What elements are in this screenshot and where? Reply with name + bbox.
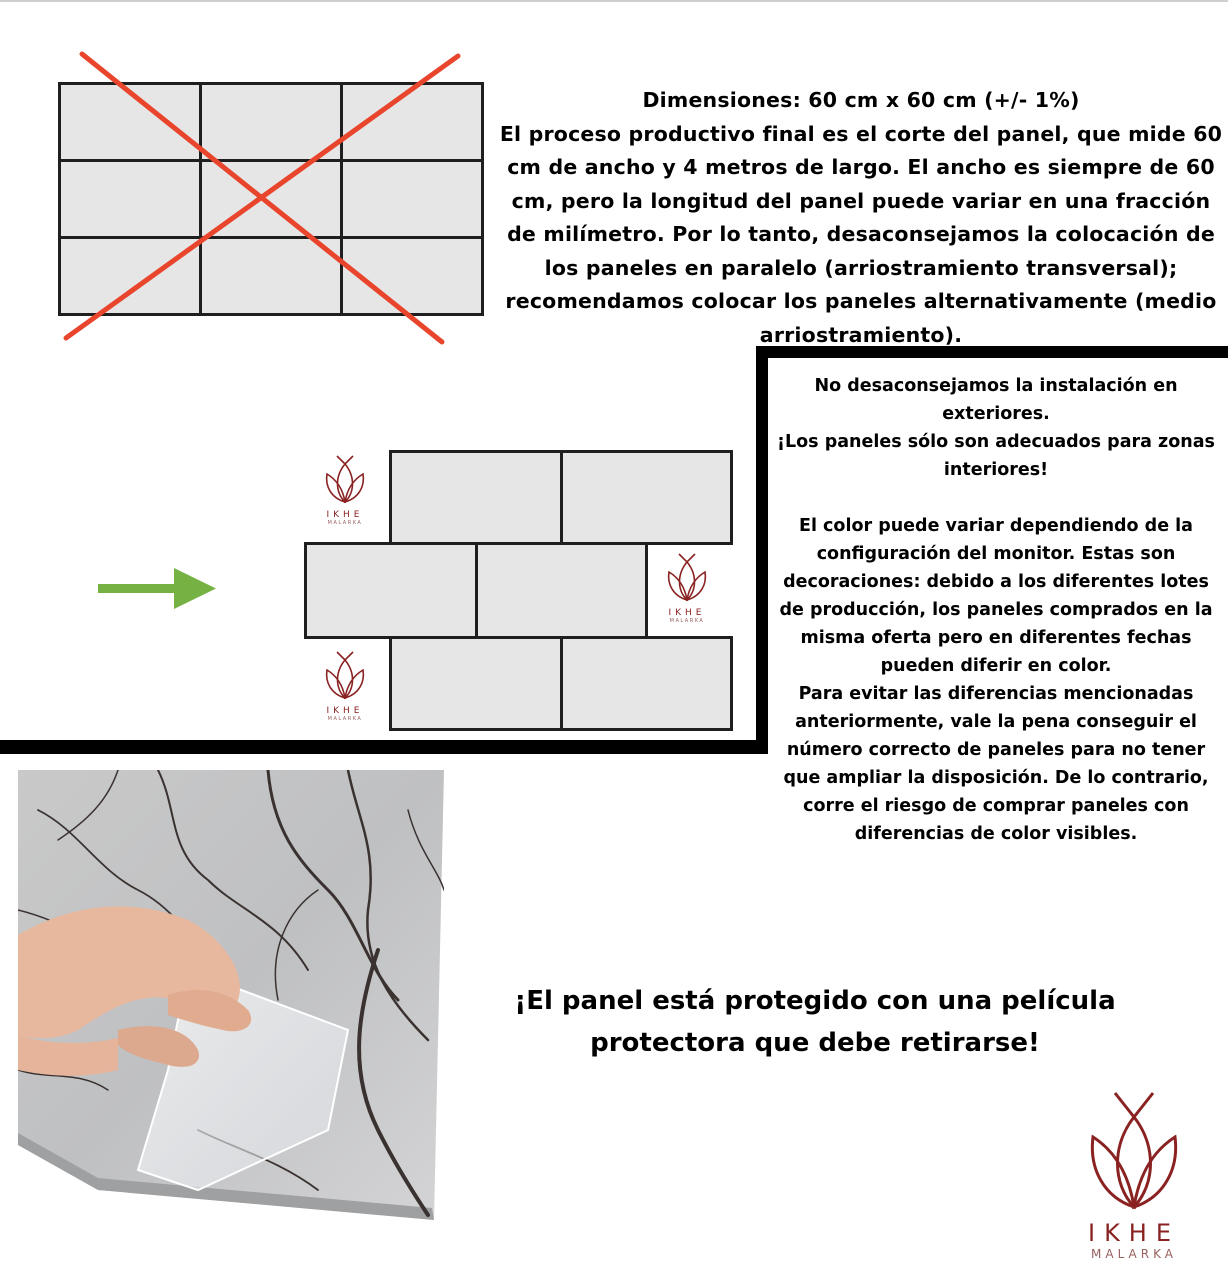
dimensions-description xyxy=(496,84,1226,352)
panel-brick xyxy=(475,542,648,639)
note-quantity: Para evitar las diferencias mencionadas anteriormente, vale la pena conseguir el número correcto de paneles para no tener que ampliar la disposición. De lo contrario, corre el riesgo de comprar paneles con diferencias de color visibles. xyxy=(783,684,1209,844)
note-color: El color puede variar dependiendo de la configuración del monitor. Estas son decoraciones: debido a los diferentes lotes de producción, los paneles comprados en la misma oferta pero en diferentes fechas pueden diferir en color. xyxy=(779,516,1213,676)
lotus-icon xyxy=(321,452,369,506)
brand-logo: IKHE MALARKA xyxy=(312,452,378,526)
protective-film-notice: ¡El panel está protegido con una película protectora que debe retirarse! xyxy=(514,986,1116,1058)
top-divider xyxy=(0,0,1228,2)
panel-brick xyxy=(389,450,563,545)
green-arrow-icon xyxy=(98,566,218,612)
marble-panel-photo xyxy=(18,770,444,1220)
dimensions-title: Dimensiones: 60 cm x 60 cm (+/- 1%) xyxy=(642,88,1080,112)
brand-logo: IKHE MALARKA xyxy=(312,648,378,722)
panel-brick xyxy=(304,542,478,639)
frame-border-top xyxy=(756,346,1228,358)
note-interior: ¡Los paneles sólo son adecuados para zonas interiores! xyxy=(777,432,1215,480)
panel-brick xyxy=(389,636,563,731)
frame-border-bottom xyxy=(0,740,768,754)
lotus-icon xyxy=(663,550,711,604)
red-cross-icon xyxy=(50,48,470,348)
brand-logo-large: IKHE MALARKA xyxy=(1072,1085,1196,1261)
panel-brick xyxy=(560,636,733,731)
brand-logo: IKHE MALARKA xyxy=(654,550,720,624)
panel-brick xyxy=(560,450,733,545)
lotus-icon xyxy=(321,648,369,702)
dimensions-body: El proceso productivo final es el corte del panel, que mide 60 cm de ancho y 4 metros de largo. El ancho es siempre de 60 cm, pero la longitud del panel puede variar en una fracción de milímetro. Por lo tanto, desaconsejamos la colocación de los paneles en paralelo (arriostramiento transversal); recomendamos colocar los paneles alternativamente (medio arriostramiento). xyxy=(499,121,1223,347)
frame-border-left xyxy=(756,346,768,754)
lotus-icon xyxy=(1079,1085,1189,1215)
installation-notes xyxy=(776,372,1216,848)
note-exterior: No desaconsejamos la instalación en exteriores. xyxy=(814,376,1178,424)
